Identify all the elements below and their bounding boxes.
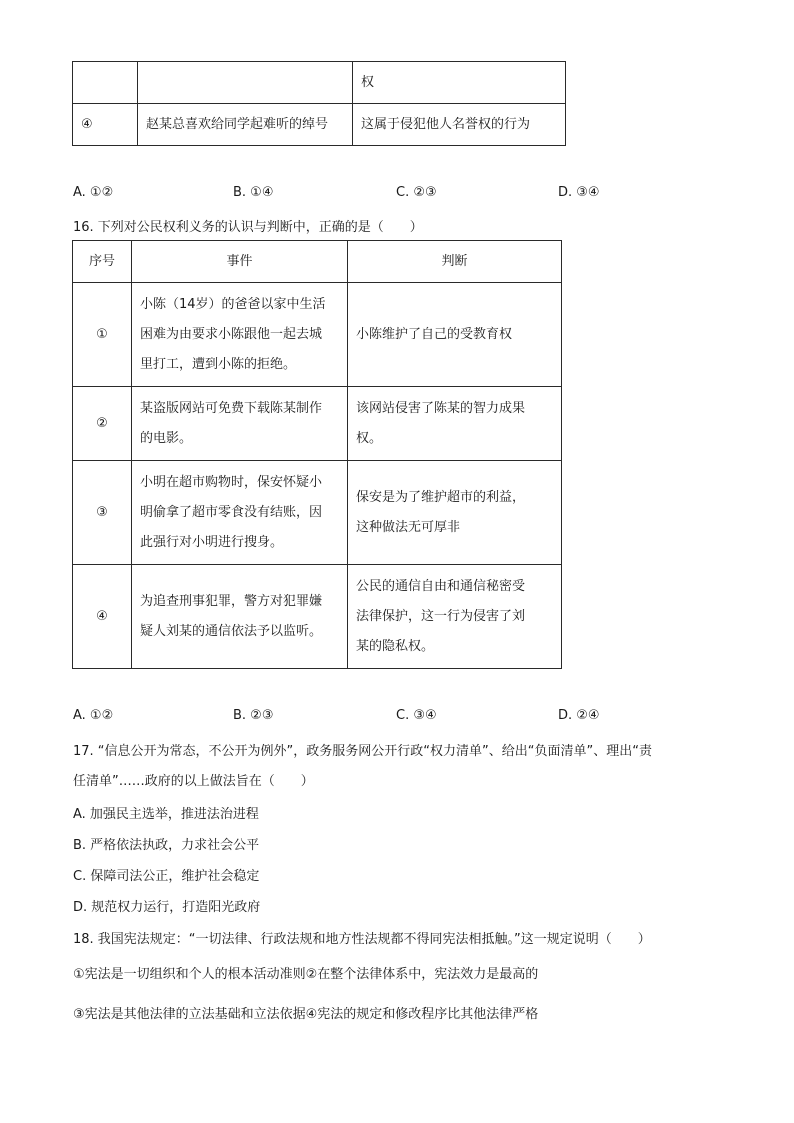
option-b[interactable]: B. ②③ (233, 708, 274, 723)
q18-statements-line1: ①宪法是一切组织和个人的根本活动准则②在整个法律体系中，宪法效力是最高的 (73, 967, 539, 982)
option-a[interactable]: A. ①② (73, 185, 114, 200)
option-d[interactable]: D. ②④ (558, 708, 600, 723)
option-c[interactable]: C. ③④ (396, 708, 437, 723)
q15-options (73, 185, 753, 205)
judgment-line: 该网站侵害了陈某的智力成果 (356, 400, 526, 416)
q16-options (73, 708, 753, 728)
row-num: ③ (73, 461, 132, 565)
table-cell-event (138, 62, 353, 104)
row-event (132, 565, 348, 669)
judgment-line: 某的隐私权。 (356, 638, 435, 654)
table-cell-num: ④ (73, 104, 138, 146)
q18-statements-line2: ③宪法是其他法律的立法基础和立法依据④宪法的规定和修改程序比其他法律严格 (73, 1007, 539, 1022)
judgment-line: 公民的通信自由和通信秘密受 (356, 578, 526, 594)
option-d[interactable]: D. ③④ (558, 185, 600, 200)
event-line: 困难为由要求小陈跟他一起去城 (140, 326, 323, 342)
q17-option-b[interactable]: B. 严格依法执政，力求社会公平 (73, 838, 260, 853)
row-num: ② (73, 387, 132, 461)
table-header-row (73, 241, 562, 283)
option-c[interactable]: C. ②③ (396, 185, 437, 200)
judgment-line: 保安是为了维护超市的利益， (356, 489, 526, 505)
event-line: 疑人刘某的通信依法予以监听。 (140, 623, 323, 639)
event-line: 某盗版网站可免费下载陈某制作 (140, 400, 323, 416)
row-judgment (348, 387, 562, 461)
row-event (132, 283, 348, 387)
event-line: 里打工，遭到小陈的拒绝。 (140, 356, 297, 372)
row-judgment (348, 283, 562, 387)
option-a[interactable]: A. ①② (73, 708, 114, 723)
judgment-line: 权。 (356, 430, 383, 446)
option-b[interactable]: B. ①④ (233, 185, 274, 200)
judgment-line: 法律保护，这一行为侵害了刘 (356, 608, 526, 624)
judgment-line: 小陈维护了自己的受教育权 (356, 326, 513, 342)
row-judgment (348, 565, 562, 669)
q15-table (72, 61, 566, 146)
row-num: ④ (73, 565, 132, 669)
header-judgment: 判断 (348, 241, 562, 283)
table-row (73, 104, 566, 146)
q17-option-a[interactable]: A. 加强民主选举，推进法治进程 (73, 807, 259, 822)
event-line: 的电影。 (140, 430, 193, 446)
q17-option-c[interactable]: C. 保障司法公正，维护社会稳定 (73, 869, 260, 884)
row-event (132, 461, 348, 565)
table-cell-judgment: 权 (353, 62, 566, 104)
event-line: 明偷拿了超市零食没有结账，因 (140, 504, 323, 520)
q18-question: 18. 我国宪法规定：“一切法律、行政法规和地方性法规都不得同宪法相抵触。”这一规定说明（ ） (73, 932, 651, 947)
header-event: 事件 (132, 241, 348, 283)
table-cell-judgment: 这属于侵犯他人名誉权的行为 (353, 104, 566, 146)
q16-table (72, 240, 562, 669)
q17-option-d[interactable]: D. 规范权力运行，打造阳光政府 (73, 900, 261, 915)
row-num: ① (73, 283, 132, 387)
event-line: 小明在超市购物时，保安怀疑小 (140, 474, 323, 490)
row-judgment (348, 461, 562, 565)
q17-question-line1: 17. “信息公开为常态，不公开为例外”，政务服务网公开行政“权力清单”、给出“负面清单”、理出“责 (73, 744, 652, 759)
table-row (73, 461, 562, 565)
row-event (132, 387, 348, 461)
table-cell-event: 赵某总喜欢给同学起难听的绰号 (138, 104, 353, 146)
judgment-line: 这种做法无可厚非 (356, 519, 461, 535)
event-line: 此强行对小明进行搜身。 (140, 534, 284, 550)
q16-question: 16. 下列对公民权利义务的认识与判断中，正确的是（ ） (73, 220, 423, 235)
header-num: 序号 (73, 241, 132, 283)
table-row (73, 283, 562, 387)
event-line: 为追查刑事犯罪，警方对犯罪嫌 (140, 593, 323, 609)
q17-question-line2: 任清单”……政府的以上做法旨在（ ） (73, 774, 314, 789)
table-row (73, 62, 566, 104)
event-line: 小陈（14岁）的爸爸以家中生活 (140, 296, 326, 312)
table-cell-num (73, 62, 138, 104)
table-row (73, 565, 562, 669)
table-row (73, 387, 562, 461)
